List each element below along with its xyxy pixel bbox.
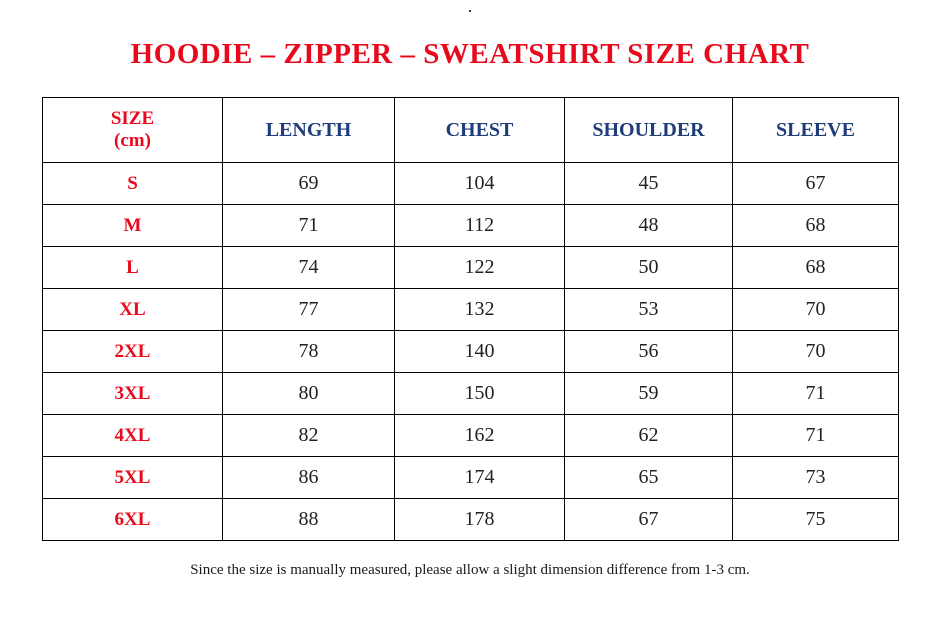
- cell-size: 2XL: [43, 331, 223, 373]
- cell-size: 3XL: [43, 373, 223, 415]
- table-row: [43, 163, 899, 205]
- cell-length: 80: [223, 373, 395, 415]
- size-chart-table: [42, 97, 899, 541]
- cell-size: L: [43, 247, 223, 289]
- measurement-note: Since the size is manually measured, please allow a slight dimension difference from 1-3 cm.: [190, 562, 750, 578]
- top-marker-dot: [469, 10, 471, 12]
- table-header-row: [43, 98, 899, 163]
- cell-sleeve: 67: [733, 163, 899, 205]
- cell-size: S: [43, 163, 223, 205]
- cell-sleeve: 70: [733, 331, 899, 373]
- cell-chest: 112: [395, 205, 565, 247]
- table-row: [43, 457, 899, 499]
- cell-sleeve: 75: [733, 499, 899, 541]
- cell-size: XL: [43, 289, 223, 331]
- cell-chest: 132: [395, 289, 565, 331]
- cell-shoulder: 53: [565, 289, 733, 331]
- cell-shoulder: 56: [565, 331, 733, 373]
- cell-chest: 104: [395, 163, 565, 205]
- cell-shoulder: 50: [565, 247, 733, 289]
- column-header-size: [43, 98, 223, 163]
- cell-size: 5XL: [43, 457, 223, 499]
- cell-length: 82: [223, 415, 395, 457]
- column-header-size-line1: SIZE: [110, 108, 155, 130]
- cell-chest: 174: [395, 457, 565, 499]
- table-row: [43, 499, 899, 541]
- cell-length: 74: [223, 247, 395, 289]
- cell-size: M: [43, 205, 223, 247]
- column-header-chest: CHEST: [395, 98, 565, 163]
- table-row: [43, 415, 899, 457]
- cell-sleeve: 71: [733, 415, 899, 457]
- cell-length: 71: [223, 205, 395, 247]
- column-header-length: LENGTH: [223, 98, 395, 163]
- cell-length: 88: [223, 499, 395, 541]
- cell-sleeve: 68: [733, 247, 899, 289]
- cell-chest: 140: [395, 331, 565, 373]
- cell-shoulder: 65: [565, 457, 733, 499]
- cell-sleeve: 71: [733, 373, 899, 415]
- column-header-sleeve: SLEEVE: [733, 98, 899, 163]
- cell-length: 69: [223, 163, 395, 205]
- table-row: [43, 331, 899, 373]
- size-chart-table-wrap: [42, 97, 898, 541]
- cell-sleeve: 73: [733, 457, 899, 499]
- cell-shoulder: 45: [565, 163, 733, 205]
- cell-length: 78: [223, 331, 395, 373]
- cell-shoulder: 59: [565, 373, 733, 415]
- cell-chest: 150: [395, 373, 565, 415]
- cell-shoulder: 62: [565, 415, 733, 457]
- table-row: [43, 289, 899, 331]
- cell-sleeve: 70: [733, 289, 899, 331]
- cell-shoulder: 67: [565, 499, 733, 541]
- cell-length: 77: [223, 289, 395, 331]
- table-header: [43, 98, 899, 163]
- column-header-size-line2: (cm): [114, 130, 151, 151]
- cell-chest: 122: [395, 247, 565, 289]
- column-header-shoulder: SHOULDER: [565, 98, 733, 163]
- table-row: [43, 205, 899, 247]
- table-row: [43, 373, 899, 415]
- cell-length: 86: [223, 457, 395, 499]
- cell-size: 4XL: [43, 415, 223, 457]
- cell-chest: 162: [395, 415, 565, 457]
- cell-chest: 178: [395, 499, 565, 541]
- cell-shoulder: 48: [565, 205, 733, 247]
- cell-size: 6XL: [43, 499, 223, 541]
- cell-sleeve: 68: [733, 205, 899, 247]
- table-body: [43, 163, 899, 541]
- table-row: [43, 247, 899, 289]
- page-title: HOODIE – ZIPPER – SWEATSHIRT SIZE CHART: [130, 38, 810, 70]
